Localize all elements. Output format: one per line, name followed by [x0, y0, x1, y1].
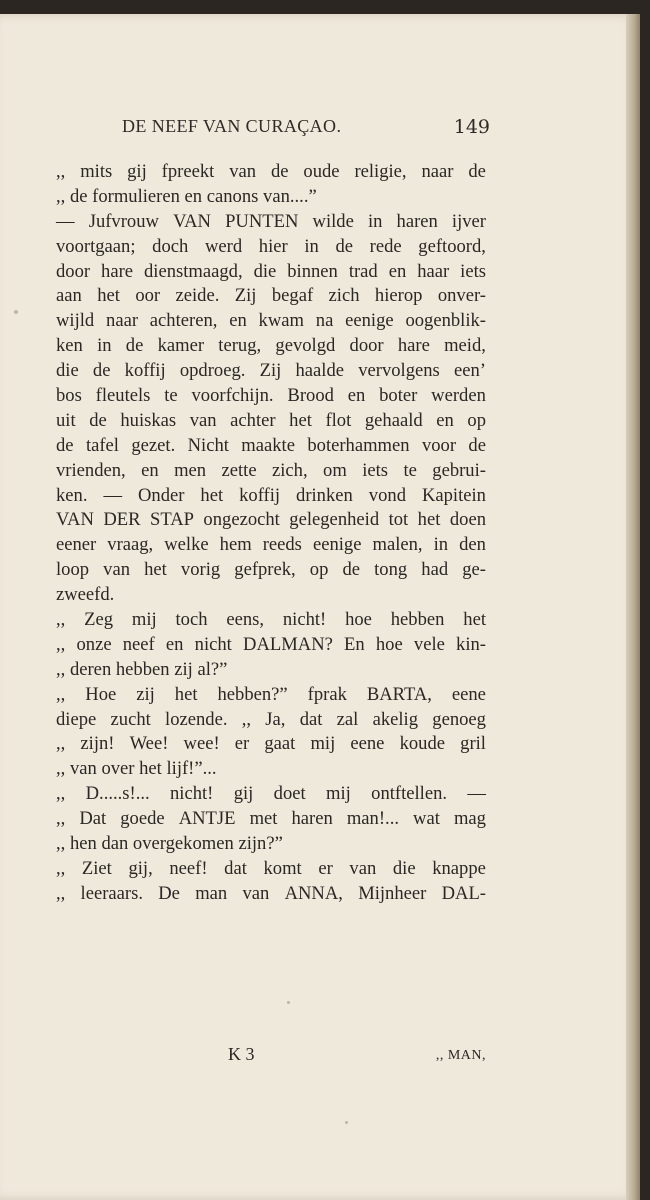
word: en [229, 310, 247, 332]
text-line [56, 334, 486, 359]
word: ANNA, [284, 882, 343, 904]
text-line [56, 309, 486, 334]
text-line: ,, de formulieren en canons van....” [56, 185, 317, 207]
word: man!... [346, 808, 399, 830]
word: vorig [180, 559, 221, 581]
word: akelig [372, 708, 419, 730]
text-line [56, 260, 486, 285]
word: hebben?” [217, 683, 288, 705]
word: onver- [437, 285, 486, 307]
word: De [158, 882, 180, 904]
word: Onder [138, 484, 185, 506]
word: haalde [295, 360, 345, 382]
word: drinken [296, 484, 353, 506]
word: dat [299, 708, 323, 730]
word: oude [303, 161, 340, 182]
word: Mijnheer [358, 882, 427, 904]
word: eene [451, 683, 486, 705]
word: BARTA, [366, 683, 432, 705]
word: fprak [307, 683, 347, 705]
word: ijver [451, 210, 486, 232]
word: man [195, 882, 228, 904]
text-line: ,, hen dan overgekomen zijn?” [56, 833, 283, 855]
word: doch [152, 235, 189, 257]
word: gezet. [131, 434, 176, 456]
word: gij, [128, 857, 153, 879]
word: eens, [226, 609, 265, 631]
word: het [174, 683, 198, 705]
word: zeide. [175, 285, 220, 307]
word: Zij [259, 360, 282, 382]
word: geftoord, [418, 235, 486, 257]
word: ongezocht [203, 509, 280, 531]
word: het [417, 509, 441, 531]
word: meid, [444, 335, 486, 357]
word: naar [421, 161, 454, 182]
word: voor [421, 434, 457, 456]
word: die [56, 360, 79, 382]
word: kin- [456, 633, 486, 655]
word: achteren, [149, 310, 218, 332]
word: ,, [56, 808, 66, 830]
word: En [344, 633, 365, 655]
word: men [174, 459, 207, 481]
word: een’ [453, 360, 486, 382]
word: in [433, 534, 449, 556]
word: doet [273, 783, 306, 805]
word: de [92, 360, 111, 382]
text-line [56, 160, 486, 185]
word: Nicht [187, 434, 229, 456]
word: mag [453, 808, 486, 830]
word: opdroeg. [179, 360, 246, 382]
page-footer [56, 1044, 486, 1072]
word: kwam [258, 310, 304, 332]
word: het [289, 409, 312, 431]
word: eene [350, 733, 385, 755]
word: fleutels [95, 385, 151, 407]
word: ge- [462, 559, 486, 581]
word: tafel [85, 434, 119, 456]
word: neef [122, 633, 155, 655]
word: komt [263, 857, 302, 879]
word: aan [56, 285, 82, 307]
text-line [56, 533, 486, 558]
word: religie, [354, 161, 407, 182]
word: terug, [218, 335, 262, 357]
text-line [56, 459, 486, 484]
text-line [56, 732, 486, 757]
word: bos [56, 385, 82, 407]
word: nicht! [170, 783, 214, 805]
word: gebrui- [432, 459, 486, 481]
word: binnen [287, 260, 338, 282]
word: de [468, 434, 486, 456]
word: zijn! [80, 733, 115, 755]
word: te [164, 385, 178, 407]
word: van [189, 409, 217, 431]
page-header [122, 113, 490, 143]
word: en [436, 409, 454, 431]
word: Zij [234, 285, 257, 307]
text-line [56, 434, 486, 459]
word: zucht [110, 708, 151, 730]
word: STAP [149, 509, 194, 531]
word: DAL- [441, 882, 486, 904]
word: van [103, 559, 131, 581]
word: koffij [124, 360, 166, 382]
word: en [347, 385, 366, 407]
word: Zeg [84, 609, 114, 631]
word: oor [135, 285, 161, 307]
word: en [141, 459, 159, 481]
running-title: DE NEEF VAN CURAÇAO. [122, 116, 342, 136]
text-line [56, 508, 486, 533]
text-line [56, 384, 486, 409]
word: welke [164, 534, 209, 556]
word: leeraars. [80, 882, 143, 904]
word: het [97, 285, 120, 307]
word: ,, [56, 609, 66, 631]
word: hier [258, 235, 288, 257]
word: goede [120, 808, 165, 830]
word: reeds [262, 534, 302, 556]
text-line [56, 210, 486, 235]
word: de [335, 235, 353, 257]
word: zich, [272, 459, 308, 481]
word: gij [127, 161, 147, 182]
word: mits [80, 161, 113, 182]
word: met [249, 808, 278, 830]
word: voorfchijn. [191, 385, 274, 407]
word: ANTJE [178, 808, 236, 830]
word: mij [310, 733, 336, 755]
page-number: 149 [453, 116, 490, 138]
word: ,, [56, 783, 66, 805]
word: voortgaan; [56, 235, 136, 257]
word: na [315, 310, 334, 332]
text-line [56, 484, 486, 509]
word: ,, [56, 882, 66, 904]
word: die [253, 260, 277, 282]
word: hoe [345, 609, 372, 631]
word: vond [368, 484, 406, 506]
text-line [56, 608, 486, 633]
word: in [97, 335, 112, 357]
word: boterhammen [307, 434, 410, 456]
word: er [234, 733, 250, 755]
text-line [56, 683, 486, 708]
word: gij [233, 783, 254, 805]
word: VAN [56, 509, 94, 531]
word: de [125, 335, 144, 357]
text-line [56, 409, 486, 434]
text-line [56, 633, 486, 658]
word: knappe [432, 857, 486, 879]
word: door [56, 260, 91, 282]
word: ,, [56, 733, 66, 755]
word: eenige [345, 310, 394, 332]
word: gefprek, [234, 559, 296, 581]
word: hare [101, 260, 134, 282]
word: van [349, 857, 377, 879]
text-line [56, 807, 486, 832]
word: op [309, 559, 329, 581]
text-line: ,, van over het lijf!”... [56, 758, 217, 780]
word: de [468, 161, 486, 182]
word: wilde [312, 210, 354, 232]
word: de [342, 559, 361, 581]
word: flot [325, 409, 352, 431]
word: loop [56, 559, 90, 581]
word: haren [291, 808, 333, 830]
word: Kapitein [421, 484, 486, 506]
word: mij [326, 783, 351, 805]
word: — [467, 783, 486, 805]
word: koude [399, 733, 446, 755]
word: fpreekt [161, 161, 215, 182]
word: lozende. [165, 708, 228, 730]
word: tot [388, 509, 409, 531]
word: neef! [169, 857, 208, 879]
word: Ziet [81, 857, 112, 879]
word: Hoe [85, 683, 117, 705]
word: wee! [183, 733, 220, 755]
word: er [318, 857, 333, 879]
word: boter [379, 385, 418, 407]
word: hare [397, 335, 430, 357]
word: hebben [390, 609, 445, 631]
word: onze [76, 633, 112, 655]
word: ,, [56, 857, 66, 879]
text-line [56, 235, 486, 260]
page-edge [626, 14, 640, 1200]
word: van [242, 882, 270, 904]
word: koffij [239, 484, 281, 506]
text-line [56, 359, 486, 384]
word: ,, [56, 683, 66, 705]
word: tong [374, 559, 408, 581]
word: vervolgens [358, 360, 440, 382]
catchword: ,, MAN, [435, 1048, 486, 1063]
word: vrienden, [56, 459, 126, 481]
word: die [392, 857, 416, 879]
word: hem [219, 534, 252, 556]
word: diepe [56, 708, 97, 730]
word: eenige [312, 534, 362, 556]
word: huiskas [120, 409, 177, 431]
text-line [56, 882, 486, 907]
word: PUNTEN [225, 210, 299, 232]
word: zich [328, 285, 360, 307]
word: gril [460, 733, 486, 755]
word: zette [221, 459, 257, 481]
word: dienstmaagd, [144, 260, 243, 282]
paper-speck [345, 1121, 348, 1124]
word: D.....s!... [85, 783, 150, 805]
word: doen [449, 509, 486, 531]
word: en [388, 260, 407, 282]
word: werden [431, 385, 486, 407]
word: gevolgd [275, 335, 336, 357]
word: nicht [194, 633, 232, 655]
word: in [304, 235, 319, 257]
word: VAN [173, 210, 211, 232]
text-line [56, 782, 486, 807]
word: zal [336, 708, 359, 730]
word: begaf [271, 285, 314, 307]
word: ,, [56, 161, 66, 182]
word: ken. [56, 484, 88, 506]
word: oogenblik- [405, 310, 486, 332]
word: iets [460, 260, 486, 282]
word: Dat [79, 808, 107, 830]
word: door [349, 335, 384, 357]
word: in [367, 210, 383, 232]
word: Jufvrouw [88, 210, 159, 232]
word: gelegenheid [289, 509, 380, 531]
word: nicht! [282, 609, 327, 631]
word: ken [56, 335, 83, 357]
word: ontftellen. [371, 783, 448, 805]
word: malen, [372, 534, 423, 556]
word: vraag, [107, 534, 154, 556]
word: kamer [157, 335, 205, 357]
word: eener [56, 534, 97, 556]
word: had [421, 559, 449, 581]
word: om [323, 459, 347, 481]
word: ,, [241, 708, 252, 730]
word: mij [131, 609, 157, 631]
word: en [165, 633, 184, 655]
word: DALMAN? [243, 633, 333, 655]
word: het [463, 609, 486, 631]
paper-speck [14, 310, 18, 314]
text-line: ,, deren hebben zij al?” [56, 658, 228, 680]
word: wat [413, 808, 440, 830]
word: gehaald [364, 409, 423, 431]
word: — [56, 210, 75, 232]
word: Brood [287, 385, 334, 407]
word: Ja, [265, 708, 286, 730]
text-line: zweefd. [56, 584, 115, 606]
text-line [56, 558, 486, 583]
word: den [459, 534, 486, 556]
word: haar [417, 260, 450, 282]
word: werd [204, 235, 243, 257]
word: uit [56, 409, 76, 431]
word: trad [348, 260, 378, 282]
word: rede [369, 235, 402, 257]
word: te [403, 459, 417, 481]
word: maakte [241, 434, 295, 456]
word: achter [230, 409, 276, 431]
word: DER [103, 509, 141, 531]
word: de [56, 434, 74, 456]
word: Wee! [129, 733, 169, 755]
word: genoeg [432, 708, 486, 730]
text-line [56, 284, 486, 309]
word: hoe [375, 633, 403, 655]
word: gaat [264, 733, 296, 755]
body-text [56, 160, 486, 907]
word: het [144, 559, 167, 581]
paper-speck [287, 1001, 290, 1004]
signature-mark: K 3 [228, 1044, 255, 1064]
word: vele [413, 633, 445, 655]
word: de [89, 409, 107, 431]
word: op [467, 409, 486, 431]
text-line [56, 708, 486, 733]
word: naar [106, 310, 139, 332]
word: iets [362, 459, 389, 481]
word: — [103, 484, 123, 506]
word: haren [396, 210, 438, 232]
word: wijld [56, 310, 95, 332]
word: het [200, 484, 224, 506]
word: van [229, 161, 257, 182]
word: zij [136, 683, 155, 705]
word: hierop [374, 285, 423, 307]
word: ,, [56, 633, 66, 655]
text-line [56, 857, 486, 882]
word: de [270, 161, 289, 182]
word: toch [175, 609, 208, 631]
word: dat [224, 857, 247, 879]
